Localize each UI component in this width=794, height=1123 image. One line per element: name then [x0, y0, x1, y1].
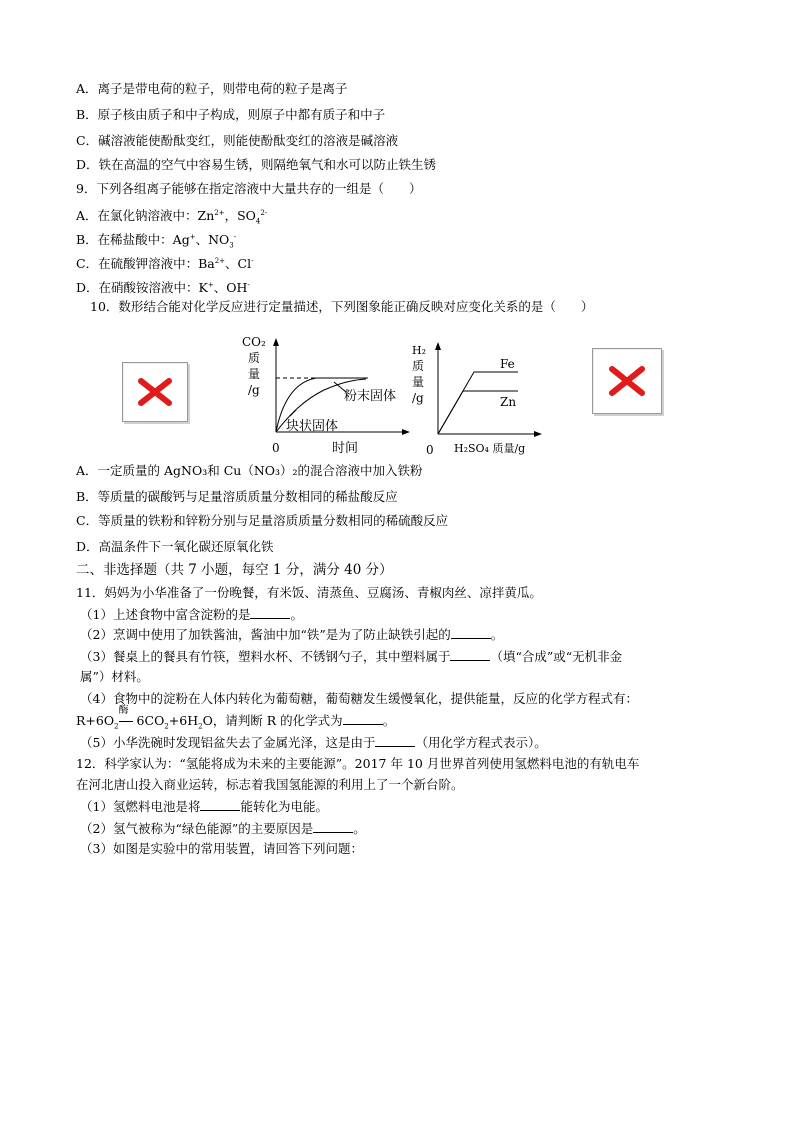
q12-part3: （3）如图是实验中的常用装置，请回答下列问题： [80, 841, 363, 856]
q11-part3-cont: 属”）材料。 [80, 669, 149, 684]
chart-c-y-arrow [435, 342, 441, 350]
q10-chart-c [408, 340, 548, 458]
chart-c-xlabel: H₂SO₄ 质量/g [454, 442, 526, 455]
q11-part1: （1）上述食物中富含淀粉的是 。 [80, 607, 303, 622]
q9-option-d: D．在硝酸铵溶液中：K+、OH- [76, 280, 250, 296]
q12-stem-line1: 12．科学家认为：“氢能将成为未来的主要能源”。2017 年 10 月世界首列使用氢燃料电池的有轨电车 [76, 756, 640, 771]
q11-part2: （2）烹调中使用了加铁酱油，酱油中加“铁”是为了防止缺铁引起的 。 [80, 627, 504, 642]
q8-option-c: C．碱溶液能使酚酞变红，则能使酚酞变红的溶液是碱溶液 [76, 133, 399, 148]
chart-b-label-lump: 块状固体 [286, 419, 339, 434]
q12-part1: （1）氢燃料电池是将 能转化为电能。 [80, 799, 328, 814]
q10-option-d: D．高温条件下一氧化碳还原氧化铁 [76, 539, 274, 554]
q9-stem: 9．下列各组离子能够在指定溶液中大量共存的一组是（ ） [76, 181, 422, 196]
chart-b-ylabel-3: 量 [248, 367, 261, 381]
chart-b-label-powder: 粉末固体 [344, 389, 397, 404]
q9-option-a: A．在氯化钠溶液中：$Zn^{2+}$，$SO_4^{2-}$ [76, 208, 268, 226]
chart-c-origin: 0 [426, 443, 434, 457]
q8-option-b: B．原子核由质子和中子构成，则原子中都有质子和中子 [76, 107, 386, 122]
q10-option-c: C．等质量的铁粉和锌粉分别与足量溶质质量分数相同的稀硫酸反应 [76, 513, 449, 528]
chart-c-label-fe: Fe [500, 357, 515, 371]
q10-stem: 10．数形结合能对化学反应进行定量描述，下列图象能正确反映对应变化关系的是（ ） [90, 299, 594, 314]
chart-b-origin: 0 [272, 441, 280, 455]
q10-option-a: A．一定质量的 AgNO₃和 Cu（NO₃）₂的混合溶液中加入铁粉 [76, 463, 423, 478]
broken-image-icon [608, 365, 646, 397]
q10-figure-d-placeholder [592, 348, 662, 414]
answer-blank [250, 606, 290, 619]
chart-c-ylabel-3: 量 [412, 375, 425, 389]
q11-stem: 11．妈妈为小华准备了一份晚餐，有米饭、清蒸鱼、豆腐汤、青椒肉丝、凉拌黄瓜。 [76, 585, 542, 600]
q10-figure-a-placeholder [122, 362, 188, 422]
chart-b-ylabel-4: /g [248, 383, 260, 397]
q11-part5: （5）小华洗碗时发现铝盆失去了金属光泽，这是由于 （用化学方程式表示）。 [80, 735, 547, 750]
chart-c-ylabel-4: /g [412, 391, 424, 405]
q12-part2: （2）氢气被称为“绿色能源”的主要原因是 。 [80, 821, 366, 836]
chart-c-label-zn: Zn [500, 395, 517, 409]
q11-part4: （4）食物中的淀粉在人体内转化为葡萄糖，葡萄糖发生缓慢氧化，提供能量，反应的化学方程式有： [80, 691, 638, 706]
q10-option-b: B．等质量的碳酸钙与足量溶质质量分数相同的稀盐酸反应 [76, 489, 398, 504]
q8-option-a: A．离子是带电荷的粒子，则带电荷的粒子是离子 [76, 81, 348, 96]
chart-b-leader-lump [290, 410, 296, 416]
section2-heading: 二、非选择题（共 7 小题，每空 1 分，满分 40 分） [76, 562, 393, 578]
answer-blank [343, 712, 383, 725]
chart-c-x-arrow [534, 431, 542, 437]
chart-c-ylabel-2: 质 [412, 359, 425, 373]
chart-c-ylabel-1: H₂ [412, 344, 427, 357]
chart-b-ylabel-2: 质 [248, 351, 261, 365]
answer-blank [451, 626, 491, 639]
q11-part3: （3）餐桌上的餐具有竹筷，塑料水杯、不锈钢勺子，其中塑料属于 （填“合成”或“无机非金 [80, 649, 623, 664]
q11-equation: $R+6O_2$ 酶 $6CO_2+6H_2O$，请判断 R 的化学式为 。 [76, 705, 396, 731]
answer-blank [313, 820, 353, 833]
q10-chart-b [238, 332, 414, 458]
chart-b-xlabel: 时间 [332, 441, 359, 456]
q8-option-d: D．铁在高温的空气中容易生锈，则隔绝氧气和水可以防止铁生锈 [76, 157, 437, 172]
answer-blank [200, 798, 240, 811]
q12-stem-line2: 在河北唐山投入商业运转，标志着我国氢能源的利用上了一个新台阶。 [76, 777, 464, 792]
answer-blank [450, 648, 490, 661]
q9-option-c: C．在硫酸钾溶液中：$Ba^{2+}$、Cl- [76, 256, 254, 272]
chart-b-ylabel-1: CO₂ [242, 335, 266, 349]
q9-option-b: B．在稀盐酸中：Ag+、$NO_3^-$ [76, 232, 237, 250]
enzyme-arrow: 酶 [119, 713, 133, 725]
broken-image-icon [137, 377, 173, 407]
answer-blank [375, 734, 415, 747]
chart-b-y-arrow [273, 338, 279, 346]
